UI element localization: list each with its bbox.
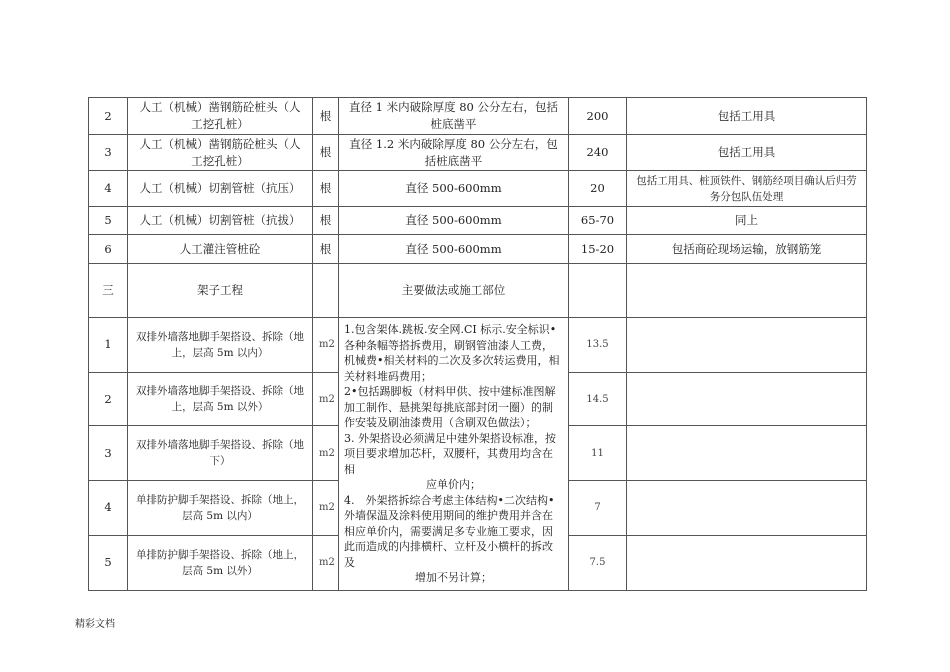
- unit: m2: [313, 372, 339, 426]
- section-remark: [627, 264, 867, 318]
- row-number: 5: [89, 207, 128, 235]
- unit: m2: [313, 535, 339, 590]
- row-number: 3: [89, 135, 128, 171]
- description-line: 2•包括踢脚板（材料甲供、按中建标准图解加工制作、悬挑架每挑底部封闭一圈）的制作安装及刷油漆费用（含刷双色做法）；: [344, 385, 556, 429]
- price-table-body: [89, 98, 867, 591]
- remark: [627, 426, 867, 481]
- section-header-row: [89, 264, 867, 318]
- unit-price: 15-20: [569, 235, 627, 264]
- remark: 包括工用具: [627, 98, 867, 135]
- row-number: 4: [89, 171, 128, 207]
- scaffold-description: [339, 318, 569, 591]
- description-line: 增加不另计算；: [415, 571, 492, 584]
- row-number: 3: [89, 426, 128, 481]
- footer-note: 精彩文档: [75, 619, 115, 630]
- section-number: 三: [89, 264, 128, 318]
- unit: 根: [313, 135, 339, 171]
- row-number: 2: [89, 98, 128, 135]
- section-unit: [313, 264, 339, 318]
- item-name: 双排外墙落地脚手架搭设、拆除（地下）: [128, 426, 313, 481]
- row-number: 1: [89, 318, 128, 373]
- section-title: 架子工程: [128, 264, 313, 318]
- remark: 包括商砼现场运输，放钢筋笼: [627, 235, 867, 264]
- unit-price: 7.5: [569, 535, 627, 590]
- item-name: 人工灌注管桩砼: [128, 235, 313, 264]
- unit: 根: [313, 171, 339, 207]
- row-number: 6: [89, 235, 128, 264]
- description-line: 1.包含架体.跳板.安全网.CI 标示.安全标识•各种条幅等搭拆费用，刷钢管油漆人工费，机械费•相关材料的二次及多次转运费用，相关材料堆码费用；: [344, 323, 560, 383]
- unit-price: 7: [569, 481, 627, 536]
- description-header: 主要做法或施工部位: [339, 264, 569, 318]
- remark: 包括工用具、桩顶铁件、钢筋经项目确认后归劳务分包队伍处理: [627, 171, 867, 207]
- item-name: 双排外墙落地脚手架搭设、拆除（地上，层高 5m 以外）: [128, 372, 313, 426]
- row-number: 4: [89, 481, 128, 536]
- unit: m2: [313, 318, 339, 373]
- price-table: [88, 97, 867, 591]
- remark: [627, 481, 867, 536]
- remark: [627, 372, 867, 426]
- row-number: 2: [89, 372, 128, 426]
- work-description: 直径 500-600mm: [339, 171, 569, 207]
- unit: 根: [313, 98, 339, 135]
- item-name: 单排防护脚手架搭设、拆除（地上，层高 5m 以内）: [128, 481, 313, 536]
- remark: [627, 535, 867, 590]
- unit-price: 13.5: [569, 318, 627, 373]
- unit-price: 14.5: [569, 372, 627, 426]
- remark: 包括工用具: [627, 135, 867, 171]
- work-description: 直径 1.2 米内破除厚度 80 公分左右，包括桩底凿平: [339, 135, 569, 171]
- description-line: 3. 外架搭设必须满足中建外架搭设标准，按项目要求增加芯杆，双腰杆，其费用均含在相: [344, 431, 556, 476]
- description-line: 应单价内；: [426, 478, 481, 491]
- table-row: [89, 318, 867, 373]
- remark: [627, 318, 867, 373]
- unit-price: 20: [569, 171, 627, 207]
- unit: 根: [313, 207, 339, 235]
- unit: m2: [313, 426, 339, 481]
- section-price: [569, 264, 627, 318]
- row-number: 5: [89, 535, 128, 590]
- work-description: 直径 1 米内破除厚度 80 公分左右，包括桩底凿平: [339, 98, 569, 135]
- table-row: [89, 135, 867, 171]
- description-line: 4. 外架搭拆综合考虑主体结构•二次结构•外墙保温及涂料使用期间的维护费用并含在相应单价内，需要满足多专业施工要求，因此而造成的内排横杆、立杆及小横杆的拆改及: [344, 493, 555, 569]
- table-row: [89, 171, 867, 207]
- unit: m2: [313, 481, 339, 536]
- remark: 同上: [627, 207, 867, 235]
- item-name: 人工（机械）切割管桩（抗压）: [128, 171, 313, 207]
- work-description: 直径 500-600mm: [339, 235, 569, 264]
- table-row: [89, 98, 867, 135]
- item-name: 人工（机械）切割管桩（抗拔）: [128, 207, 313, 235]
- item-name: 单排防护脚手架搭设、拆除（地上，层高 5m 以外）: [128, 535, 313, 590]
- item-name: 人工（机械）凿钢筋砼桩头（人工挖孔桩）: [128, 135, 313, 171]
- unit-price: 65-70: [569, 207, 627, 235]
- work-description: 直径 500-600mm: [339, 207, 569, 235]
- unit-price: 240: [569, 135, 627, 171]
- item-name: 双排外墙落地脚手架搭设、拆除（地上，层高 5m 以内）: [128, 318, 313, 373]
- unit-price: 200: [569, 98, 627, 135]
- unit: 根: [313, 235, 339, 264]
- unit-price: 11: [569, 426, 627, 481]
- item-name: 人工（机械）凿钢筋砼桩头（人工挖孔桩）: [128, 98, 313, 135]
- table-row: [89, 235, 867, 264]
- table-row: [89, 207, 867, 235]
